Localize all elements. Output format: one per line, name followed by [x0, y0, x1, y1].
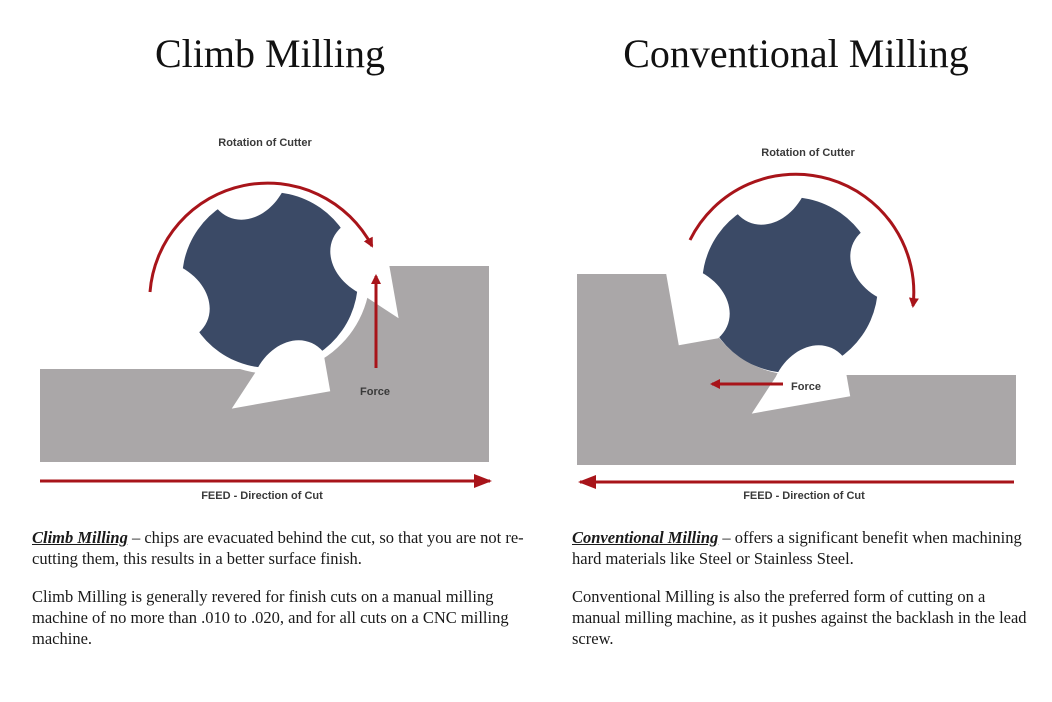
climb-description	[32, 527, 532, 666]
climb-desc-2: Climb Milling is generally revered for finish cuts on a manual milling machine of no more than .010 to .020, and for all cuts on a CNC milling machine.	[32, 587, 509, 648]
climb-feed-label: FEED - Direction of Cut	[201, 490, 323, 502]
climb-desc-1: – chips are evacuated behind the cut, so that you are not re-cutting them, this results in a better surface finish.	[32, 528, 524, 568]
conventional-diagram	[577, 146, 1016, 502]
conventional-milling-title: Conventional Milling	[623, 31, 969, 76]
conventional-feed-label: FEED - Direction of Cut	[743, 490, 865, 502]
conventional-force-label: Force	[791, 381, 821, 393]
conventional-description	[572, 527, 1032, 666]
climb-diagram	[40, 137, 490, 502]
conventional-rotation-label: Rotation of Cutter	[761, 147, 855, 159]
conventional-desc-1: – offers a significant benefit when machining hard materials like Steel or Stainless Steel.	[572, 528, 1022, 568]
climb-force-label: Force	[360, 386, 390, 398]
conventional-term: Conventional Milling	[572, 528, 719, 547]
conventional-desc-2: Conventional Milling is also the preferred form of cutting on a manual milling machine, as it pushes against the backlash in the lead screw.	[572, 587, 1027, 648]
climb-term: Climb Milling	[32, 528, 128, 547]
climb-rotation-label: Rotation of Cutter	[218, 137, 312, 149]
climb-milling-title: Climb Milling	[154, 31, 386, 76]
